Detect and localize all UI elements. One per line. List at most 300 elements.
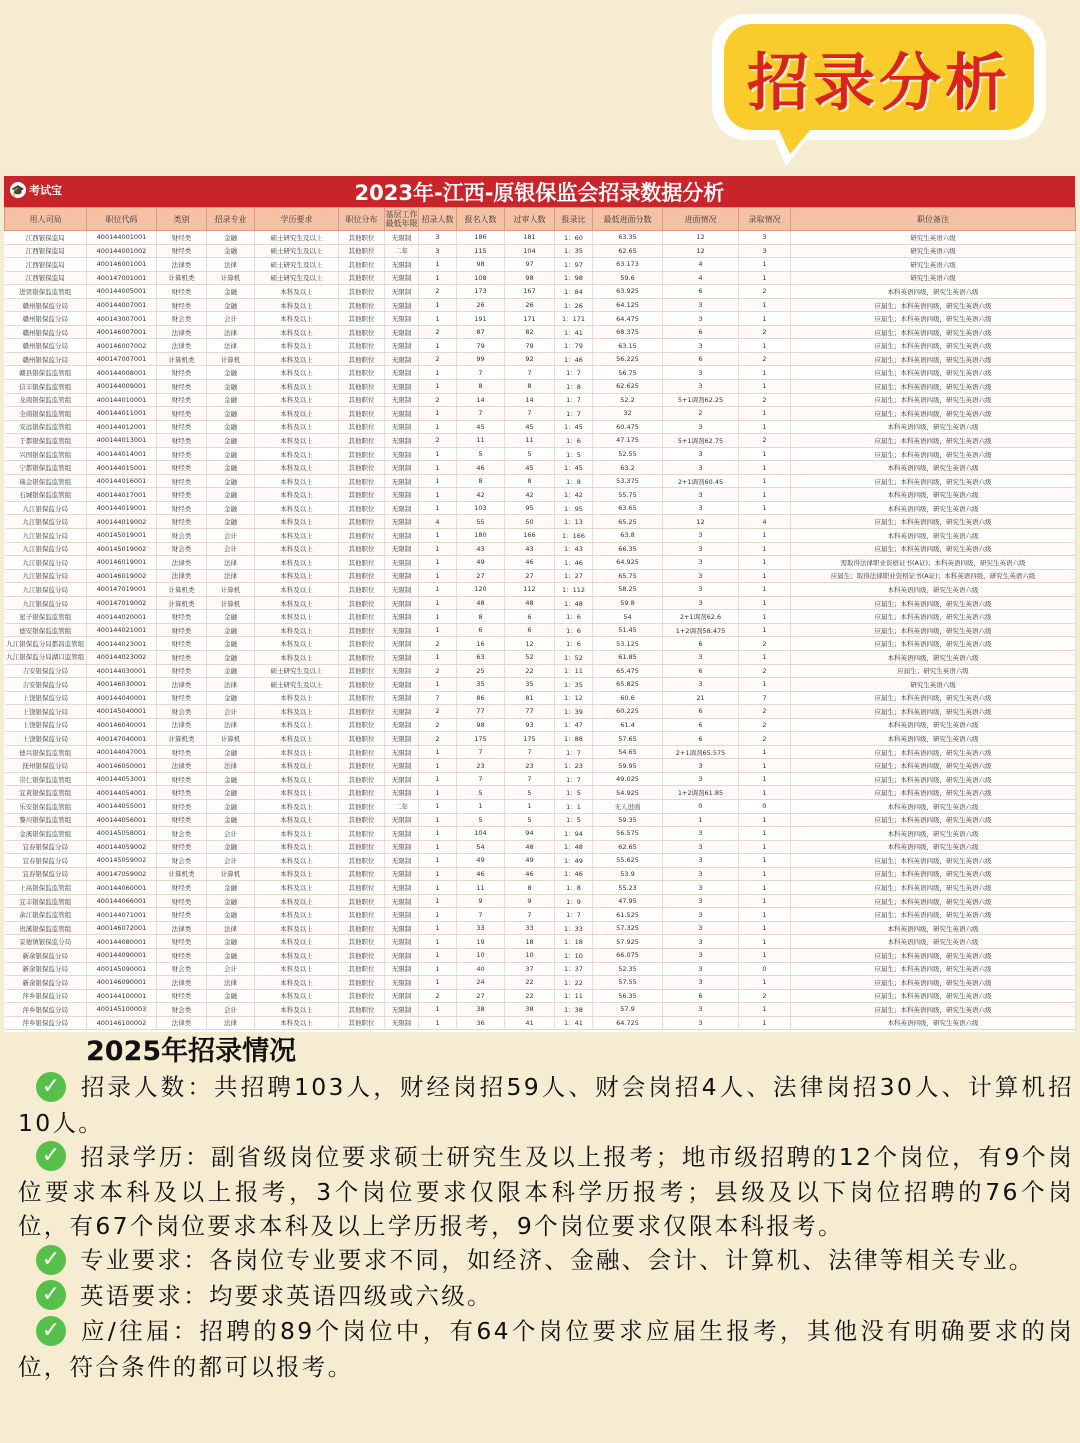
table-cell: 金融 <box>207 474 255 488</box>
table-cell: 金融 <box>207 610 255 624</box>
table-cell: 3 <box>663 556 739 570</box>
table-cell: 法律 <box>207 976 255 990</box>
sheet-title-bar <box>4 176 1075 207</box>
table-cell: 65.25 <box>593 515 663 529</box>
table-cell: 计算机类 <box>157 596 207 610</box>
table-cell: 82 <box>505 325 555 339</box>
table-cell: 金溪银保监监管组 <box>5 827 87 841</box>
table-cell: 3 <box>663 583 739 597</box>
table-cell: 3 <box>663 501 739 515</box>
table-cell: 33 <box>457 921 505 935</box>
check-icon: ✓ <box>36 1245 66 1275</box>
table-cell: 本科英语四级，研究生英语六级 <box>791 799 1076 813</box>
table-cell: 1 <box>739 339 791 353</box>
table-cell: 硕士研究生及以上 <box>255 678 339 692</box>
table-cell: 400144080001 <box>87 935 157 949</box>
table-cell: 1 <box>663 813 739 827</box>
table-cell: 1 <box>419 339 457 353</box>
table-cell: 应届生；本科英语四级，研究生英语六级 <box>791 352 1076 366</box>
summary-item <box>18 1070 1074 1140</box>
table-cell: 无限制 <box>385 393 419 407</box>
table-cell: 54 <box>457 840 505 854</box>
table-cell: 应届生；本科英语四级，研究生英语六级 <box>791 434 1076 448</box>
table-cell: 1：38 <box>555 1003 593 1017</box>
table-cell: 无限制 <box>385 894 419 908</box>
table-cell: 其他职位 <box>339 732 385 746</box>
table-cell: 1 <box>739 813 791 827</box>
table-cell: 金融 <box>207 772 255 786</box>
table-cell: 400144009001 <box>87 380 157 394</box>
graduation-cap-icon: 🎓 <box>11 183 25 197</box>
table-cell: 全南银保监监管组 <box>5 407 87 421</box>
table-cell: 应届生；本科英语四级，研究生英语六级 <box>791 623 1076 637</box>
table-cell: 48 <box>457 596 505 610</box>
table-cell: 新余银保监分局 <box>5 962 87 976</box>
table-cell: 52.2 <box>593 393 663 407</box>
table-cell: 2 <box>739 285 791 299</box>
table-cell: 其他职位 <box>339 908 385 922</box>
table-cell: 应届生；本科英语四级，研究生英语六级 <box>791 474 1076 488</box>
table-cell: 金融 <box>207 380 255 394</box>
table-row <box>5 759 1076 773</box>
table-cell: 金融 <box>207 434 255 448</box>
table-cell: 5 <box>505 786 555 800</box>
table-cell: 1：6 <box>555 623 593 637</box>
table-cell: 66.35 <box>593 542 663 556</box>
table-cell: 56.575 <box>593 827 663 841</box>
table-cell: 6 <box>457 623 505 637</box>
table-cell: 22 <box>505 989 555 1003</box>
table-cell: 本科英语四级，研究生英语六级 <box>791 840 1076 854</box>
table-cell: 7 <box>505 745 555 759</box>
table-cell: 金融 <box>207 393 255 407</box>
table-cell: 3 <box>663 678 739 692</box>
table-cell: 46 <box>505 556 555 570</box>
table-cell: 无限制 <box>385 434 419 448</box>
table-cell: 应届生；本科英语四级，研究生英语六级 <box>791 813 1076 827</box>
table-row <box>5 827 1076 841</box>
table-cell: 1：5 <box>555 813 593 827</box>
table-cell: 400143007001 <box>87 312 157 326</box>
table-cell: 财经类 <box>157 637 207 651</box>
table-cell: 58.25 <box>593 583 663 597</box>
table-row <box>5 867 1076 881</box>
table-cell: 无限制 <box>385 501 419 515</box>
table-cell: 2 <box>739 705 791 719</box>
table-cell: 400144030001 <box>87 664 157 678</box>
table-cell: 56.35 <box>593 989 663 1003</box>
table-cell: 本科及以上 <box>255 989 339 1003</box>
table-cell: 6 <box>505 610 555 624</box>
table-cell: 400144066001 <box>87 894 157 908</box>
table-cell: 金融 <box>207 881 255 895</box>
table-cell: 本科及以上 <box>255 962 339 976</box>
table-cell: 3 <box>663 759 739 773</box>
table-row <box>5 718 1076 732</box>
table-cell: 计算机类 <box>157 732 207 746</box>
table-cell: 本科英语四级，研究生英语六级 <box>791 285 1076 299</box>
table-row <box>5 948 1076 962</box>
table-cell: 无限制 <box>385 556 419 570</box>
table-cell: 98 <box>505 271 555 285</box>
table-cell: 7 <box>505 772 555 786</box>
table-cell: 其他职位 <box>339 542 385 556</box>
table-cell: 400144023001 <box>87 637 157 651</box>
table-cell: 应届生；本科英语四级，研究生英语六级 <box>791 759 1076 773</box>
table-cell: 本科及以上 <box>255 610 339 624</box>
table-row <box>5 813 1076 827</box>
table-cell: 财经类 <box>157 515 207 529</box>
table-cell: 法律 <box>207 678 255 692</box>
table-cell: 1 <box>419 759 457 773</box>
table-cell: 龙南银保监监管组 <box>5 393 87 407</box>
table-cell: 无限制 <box>385 231 419 245</box>
table-cell: 1：43 <box>555 542 593 556</box>
table-row <box>5 583 1076 597</box>
table-cell: 27 <box>457 989 505 1003</box>
table-cell: 2 <box>739 393 791 407</box>
table-cell: 无限制 <box>385 759 419 773</box>
table-cell: 400147019001 <box>87 583 157 597</box>
table-cell: 1：8 <box>555 881 593 895</box>
table-cell: 本科及以上 <box>255 894 339 908</box>
table-row <box>5 407 1076 421</box>
table-cell: 金融 <box>207 420 255 434</box>
table-cell: 财经类 <box>157 840 207 854</box>
table-cell: 21 <box>663 691 739 705</box>
table-cell: 其他职位 <box>339 1003 385 1017</box>
table-cell: 1 <box>419 908 457 922</box>
table-cell: 其他职位 <box>339 623 385 637</box>
table-row <box>5 366 1076 380</box>
table-cell: 7 <box>457 745 505 759</box>
table-cell: 财经类 <box>157 231 207 245</box>
table-cell: 1 <box>419 678 457 692</box>
table-cell: 计算机 <box>207 732 255 746</box>
table-cell: 7 <box>505 908 555 922</box>
table-cell: 10 <box>457 948 505 962</box>
table-cell: 400144023002 <box>87 650 157 664</box>
table-cell: 400146007001 <box>87 325 157 339</box>
table-cell: 46 <box>457 867 505 881</box>
table-cell: 1 <box>419 745 457 759</box>
table-cell: 于都银保监监管组 <box>5 434 87 448</box>
table-cell: 1：37 <box>555 962 593 976</box>
table-cell: 无限制 <box>385 691 419 705</box>
table-cell: 1：60 <box>555 231 593 245</box>
table-cell: 8 <box>505 474 555 488</box>
title-badge <box>724 24 1034 130</box>
table-cell: 本科及以上 <box>255 461 339 475</box>
table-cell: 本科及以上 <box>255 908 339 922</box>
table-cell: 1 <box>739 854 791 868</box>
table-cell: 55 <box>457 515 505 529</box>
table-cell: 应届生；取得法律职业资格证书(A证)；本科英语四级，研究生英语六级 <box>791 569 1076 583</box>
table-cell: 94 <box>505 827 555 841</box>
table-cell: 萍乡银保监分局 <box>5 989 87 1003</box>
table-cell: 硕士研究生及以上 <box>255 231 339 245</box>
table-row <box>5 434 1076 448</box>
check-icon: ✓ <box>36 1280 66 1310</box>
table-cell: 无限制 <box>385 813 419 827</box>
table-cell: 财经类 <box>157 989 207 1003</box>
table-cell: 金融 <box>207 623 255 637</box>
table-cell: 其他职位 <box>339 718 385 732</box>
table-cell: 财经类 <box>157 488 207 502</box>
table-cell: 本科及以上 <box>255 718 339 732</box>
table-cell: 65.825 <box>593 678 663 692</box>
table-cell: 应届生；本科英语四级，研究生英语六级 <box>791 786 1076 800</box>
table-cell: 49 <box>457 556 505 570</box>
table-cell: 57.9 <box>593 1003 663 1017</box>
table-cell: 1：12 <box>555 691 593 705</box>
table-cell: 1 <box>419 542 457 556</box>
table-cell: 财会类 <box>157 962 207 976</box>
table-cell: 本科及以上 <box>255 854 339 868</box>
table-cell: 1：22 <box>555 976 593 990</box>
table-cell: 61.525 <box>593 908 663 922</box>
table-cell: 1 <box>739 298 791 312</box>
table-cell: 本科英语四级，研究生英语六级 <box>791 501 1076 515</box>
table-cell: 6 <box>663 325 739 339</box>
table-row <box>5 799 1076 813</box>
table-cell: 37 <box>505 962 555 976</box>
table-cell: 9 <box>457 894 505 908</box>
table-cell: 无限制 <box>385 664 419 678</box>
table-cell: 其他职位 <box>339 935 385 949</box>
table-cell: 兴国银保监监管组 <box>5 447 87 461</box>
table-cell: 56.225 <box>593 352 663 366</box>
table-cell: 3 <box>663 650 739 664</box>
table-row <box>5 650 1076 664</box>
table-cell: 1 <box>419 935 457 949</box>
table-cell: 2 <box>419 705 457 719</box>
table-cell: 1 <box>419 867 457 881</box>
table-cell: 1：47 <box>555 718 593 732</box>
table-row <box>5 745 1076 759</box>
table-cell: 1：45 <box>555 461 593 475</box>
table-cell: 财经类 <box>157 908 207 922</box>
table-cell: 其他职位 <box>339 664 385 678</box>
table-cell: 金融 <box>207 637 255 651</box>
table-cell: 金融 <box>207 244 255 258</box>
table-cell: 3 <box>663 867 739 881</box>
table-cell: 财经类 <box>157 407 207 421</box>
table-cell: 1：26 <box>555 298 593 312</box>
table-cell: 萍乡银保监分局 <box>5 1003 87 1017</box>
table-cell: 1：7 <box>555 407 593 421</box>
table-cell: 1 <box>739 420 791 434</box>
table-cell: 55.23 <box>593 881 663 895</box>
table-cell: 63 <box>457 650 505 664</box>
table-cell: 无限制 <box>385 488 419 502</box>
table-cell: 11 <box>457 434 505 448</box>
table-cell: 400146030001 <box>87 678 157 692</box>
table-cell: 计算机 <box>207 596 255 610</box>
table-cell: 无限制 <box>385 772 419 786</box>
table-cell: 无限制 <box>385 325 419 339</box>
table-cell: 财会类 <box>157 542 207 556</box>
table-cell: 1：9 <box>555 894 593 908</box>
table-cell: 金融 <box>207 894 255 908</box>
table-cell: 其他职位 <box>339 840 385 854</box>
table-cell: 无限制 <box>385 976 419 990</box>
table-cell: 3 <box>663 542 739 556</box>
table-cell: 1 <box>419 407 457 421</box>
table-cell: 2 <box>419 732 457 746</box>
table-cell: 400147019002 <box>87 596 157 610</box>
table-cell: 1 <box>739 786 791 800</box>
table-cell: 1：35 <box>555 678 593 692</box>
table-cell: 本科英语四级，研究生英语六级 <box>791 718 1076 732</box>
table-cell: 星子银保监监管组 <box>5 610 87 624</box>
table-cell: 66.075 <box>593 948 663 962</box>
table-row <box>5 393 1076 407</box>
table-cell: 400147007001 <box>87 352 157 366</box>
table-cell: 1 <box>419 827 457 841</box>
table-cell: 400144010001 <box>87 393 157 407</box>
table-cell: 本科及以上 <box>255 393 339 407</box>
table-cell: 1：10 <box>555 948 593 962</box>
table-cell: 应届生；本科英语四级，研究生英语六级 <box>791 366 1076 380</box>
table-cell: 35 <box>457 678 505 692</box>
table-cell: 硕士研究生及以上 <box>255 258 339 272</box>
table-cell: 5 <box>505 447 555 461</box>
table-cell: 无限制 <box>385 420 419 434</box>
table-row <box>5 312 1076 326</box>
table-cell: 103 <box>457 501 505 515</box>
table-cell: 400147040001 <box>87 732 157 746</box>
table-cell: 99 <box>457 352 505 366</box>
table-cell: 贵溪银保监监管组 <box>5 921 87 935</box>
table-cell: 法律类 <box>157 976 207 990</box>
table-cell: 宜黄银保监监管组 <box>5 786 87 800</box>
table-row <box>5 542 1076 556</box>
table-cell: 应届生；本科英语四级，研究生英语六级 <box>791 407 1076 421</box>
table-cell: 其他职位 <box>339 474 385 488</box>
table-cell: 本科英语四级，研究生英语六级 <box>791 827 1076 841</box>
table-cell: 无限制 <box>385 678 419 692</box>
table-cell: 63.173 <box>593 258 663 272</box>
table-cell: 硕士研究生及以上 <box>255 664 339 678</box>
table-cell: 11 <box>505 434 555 448</box>
table-cell: 1 <box>739 935 791 949</box>
table-cell: 本科及以上 <box>255 515 339 529</box>
table-cell: 6 <box>663 637 739 651</box>
table-cell: 应届生；本科英语四级，研究生英语六级 <box>791 867 1076 881</box>
table-cell: 其他职位 <box>339 312 385 326</box>
table-cell: 2 <box>739 637 791 651</box>
table-cell: 应届生；本科英语四级，研究生英语六级 <box>791 989 1076 1003</box>
table-cell: 3 <box>663 298 739 312</box>
table-cell: 7 <box>457 366 505 380</box>
table-row <box>5 231 1076 245</box>
table-cell: 1：48 <box>555 840 593 854</box>
table-cell: 54 <box>593 610 663 624</box>
table-cell: 3 <box>663 881 739 895</box>
table-cell: 1：1 <box>555 799 593 813</box>
table-cell: 400145040001 <box>87 705 157 719</box>
table-cell: 崇仁银保监监管组 <box>5 772 87 786</box>
table-cell: 2 <box>419 718 457 732</box>
table-cell: 26 <box>457 298 505 312</box>
table-cell: 3 <box>663 461 739 475</box>
table-cell: 400144047001 <box>87 745 157 759</box>
table-cell: 金融 <box>207 989 255 1003</box>
table-cell: 德安银保监监管组 <box>5 623 87 637</box>
table-cell: 本科及以上 <box>255 976 339 990</box>
table-cell: 1 <box>739 650 791 664</box>
table-row <box>5 339 1076 353</box>
table-row <box>5 569 1076 583</box>
table-cell: 新余银保监分局 <box>5 948 87 962</box>
table-cell: 本科及以上 <box>255 948 339 962</box>
table-cell: 63.65 <box>593 501 663 515</box>
table-cell: 6 <box>663 352 739 366</box>
table-cell: 400146019001 <box>87 556 157 570</box>
table-cell: 本科及以上 <box>255 745 339 759</box>
table-cell: 无限制 <box>385 962 419 976</box>
table-cell: 93 <box>505 718 555 732</box>
table-cell: 金融 <box>207 298 255 312</box>
table-cell: 其他职位 <box>339 569 385 583</box>
table-cell: 0 <box>739 962 791 976</box>
table-cell: 财会类 <box>157 854 207 868</box>
table-header-cell: 用人司局 <box>5 208 87 231</box>
table-cell: 36 <box>457 1016 505 1030</box>
table-cell: 63.2 <box>593 461 663 475</box>
table-cell: 1 <box>419 854 457 868</box>
table-cell: 其他职位 <box>339 407 385 421</box>
table-cell: 其他职位 <box>339 989 385 1003</box>
table-header-cell: 职位代码 <box>87 208 157 231</box>
table-cell: 1 <box>739 583 791 597</box>
table-cell: 400144053001 <box>87 772 157 786</box>
check-icon: ✓ <box>36 1072 66 1102</box>
table-cell: 本科及以上 <box>255 1016 339 1030</box>
table-cell: 硕士研究生及以上 <box>255 271 339 285</box>
table-cell: 其他职位 <box>339 271 385 285</box>
table-body <box>5 231 1076 1030</box>
table-cell: 无限制 <box>385 732 419 746</box>
table-cell: 赣州银保监分局 <box>5 339 87 353</box>
table-cell: 应届生；本科英语四级，研究生英语六级 <box>791 339 1076 353</box>
table-cell: 60.475 <box>593 420 663 434</box>
table-cell: 63.925 <box>593 285 663 299</box>
table-row <box>5 732 1076 746</box>
recruitment-table-sheet <box>4 176 1075 1032</box>
table-cell: 38 <box>457 1003 505 1017</box>
table-cell: 400145090001 <box>87 962 157 976</box>
table-cell: 2 <box>739 732 791 746</box>
table-cell: 法律 <box>207 759 255 773</box>
table-row <box>5 989 1076 1003</box>
table-cell: 无限制 <box>385 461 419 475</box>
table-cell: 400147059002 <box>87 867 157 881</box>
table-cell: 金融 <box>207 650 255 664</box>
table-row <box>5 285 1076 299</box>
table-row <box>5 786 1076 800</box>
table-cell: 无限制 <box>385 840 419 854</box>
table-row <box>5 258 1076 272</box>
table-cell: 45 <box>457 420 505 434</box>
table-cell: 财经类 <box>157 461 207 475</box>
table-cell: 1 <box>505 799 555 813</box>
table-cell: 3 <box>663 921 739 935</box>
table-cell: 400144012001 <box>87 420 157 434</box>
table-cell: 其他职位 <box>339 285 385 299</box>
table-cell: 九江银保监分局 <box>5 515 87 529</box>
